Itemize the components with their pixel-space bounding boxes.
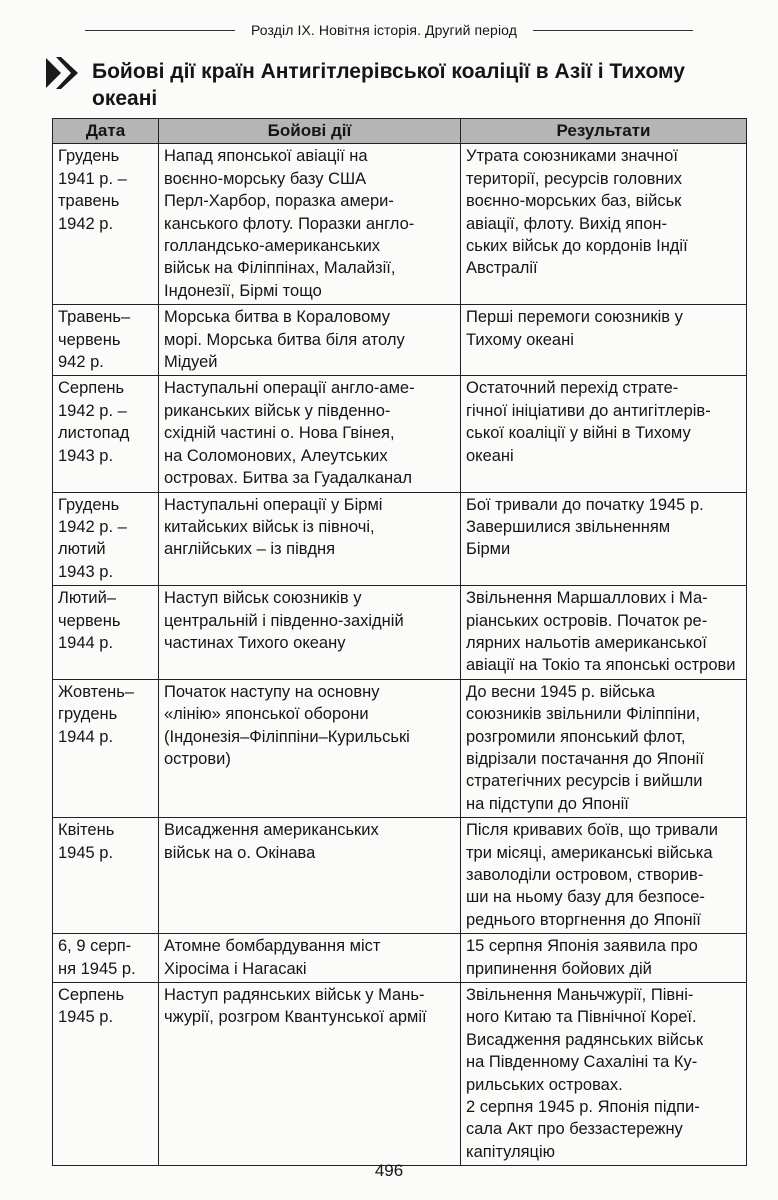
table-row xyxy=(53,376,747,492)
double-arrow-icon xyxy=(44,56,84,90)
result-cell: Звільнення Маршаллових і Ма- ріанських островів. Початок ре- лярних нальотів американської авіації на Токіо та японські острови xyxy=(461,586,747,680)
date-cell: 6, 9 серп- ня 1945 р. xyxy=(53,934,159,983)
table-row xyxy=(53,983,747,1166)
action-cell: Напад японської авіації на воєнно-морську базу США Перл-Харбор, поразка амери- канського флоту. Поразки англо- голландсько-американських військ на Філіппінах, Малайзії, Індонезії, Бірмі тощо xyxy=(159,144,461,305)
table-row xyxy=(53,144,747,305)
date-cell: Жовтень– грудень 1944 р. xyxy=(53,679,159,817)
result-cell: Перші перемоги союзників у Тихому океані xyxy=(461,305,747,376)
table-row xyxy=(53,586,747,680)
page-number: 496 xyxy=(374,1161,404,1180)
header-rule-right xyxy=(533,30,693,31)
header-rule-left xyxy=(85,30,235,31)
date-cell: Серпень 1942 р. – листопад 1943 р. xyxy=(53,376,159,492)
action-cell: Наступальні операції у Бірмі китайських військ із півночі, англійських – із півдня xyxy=(159,492,461,586)
table-row xyxy=(53,679,747,817)
result-cell: Бої тривали до початку 1945 р. Завершилися звільненням Бірми xyxy=(461,492,747,586)
action-cell: Морська битва в Кораловому морі. Морська битва біля атолу Мідуей xyxy=(159,305,461,376)
result-cell: Звільнення Маньчжурії, Півні- ного Китаю та Північної Кореї. Висадження радянських військ на Південному Сахаліні та Ку- рильських островах. 2 серпня 1945 р. Японія підпи- сала Акт про беззастережну капітуляцію xyxy=(461,983,747,1166)
table-row xyxy=(53,934,747,983)
result-cell: Остаточний перехід страте- гічної ініціативи до антигітлерів- ської коаліції у війні в Тихому океані xyxy=(461,376,747,492)
section-title: Бойові дії країн Антигітлерівської коаліції в Азії і Тихому океані xyxy=(92,60,685,110)
running-head xyxy=(0,22,778,38)
section-heading xyxy=(44,56,744,112)
battles-table xyxy=(52,118,747,1166)
date-cell: Грудень 1941 р. – травень 1942 р. xyxy=(53,144,159,305)
table-header-row xyxy=(53,119,747,144)
action-cell: Наступ радянських військ у Мань- чжурії, розгром Квантунської армії xyxy=(159,983,461,1166)
table-row xyxy=(53,818,747,934)
header-results: Результати xyxy=(461,119,747,144)
date-cell: Травень– червень 942 р. xyxy=(53,305,159,376)
result-cell: До весни 1945 р. війська союзників звільнили Філіппіни, розгромили японський флот, відрізали постачання до Японії стратегічних ресурсів і вийшли на підступи до Японії xyxy=(461,679,747,817)
action-cell: Висадження американських військ на о. Окінава xyxy=(159,818,461,934)
result-cell: Після кривавих боїв, що тривали три місяці, американські війська заволоділи островом, створив- ши на ньому базу для безпосе- реднього вторгнення до Японії xyxy=(461,818,747,934)
date-cell: Грудень 1942 р. – лютий 1943 р. xyxy=(53,492,159,586)
action-cell: Початок наступу на основну «лінію» японської оборони (Індонезія–Філіппіни–Курильські острови) xyxy=(159,679,461,817)
date-cell: Лютий– червень 1944 р. xyxy=(53,586,159,680)
result-cell: Утрата союзниками значної території, ресурсів головних воєнно-морських баз, військ авіації, флоту. Вихід япон- ських військ до кордонів Індії Австралії xyxy=(461,144,747,305)
header-date: Дата xyxy=(53,119,159,144)
table-row xyxy=(53,305,747,376)
date-cell: Серпень 1945 р. xyxy=(53,983,159,1166)
action-cell: Атомне бомбардування міст Хіросіма і Нагасакі xyxy=(159,934,461,983)
running-head-text: Розділ ІХ. Новітня історія. Другий період xyxy=(250,22,518,38)
header-actions: Бойові дії xyxy=(159,119,461,144)
action-cell: Наступальні операції англо-аме- риканських військ у південно- східній частині о. Нова Гвінея, на Соломонових, Алеутських островах. Битва за Гуадалканал xyxy=(159,376,461,492)
date-cell: Квітень 1945 р. xyxy=(53,818,159,934)
result-cell: 15 серпня Японія заявила про припинення бойових дій xyxy=(461,934,747,983)
action-cell: Наступ військ союзників у центральній і південно-західній частинах Тихого океану xyxy=(159,586,461,680)
table-row xyxy=(53,492,747,586)
